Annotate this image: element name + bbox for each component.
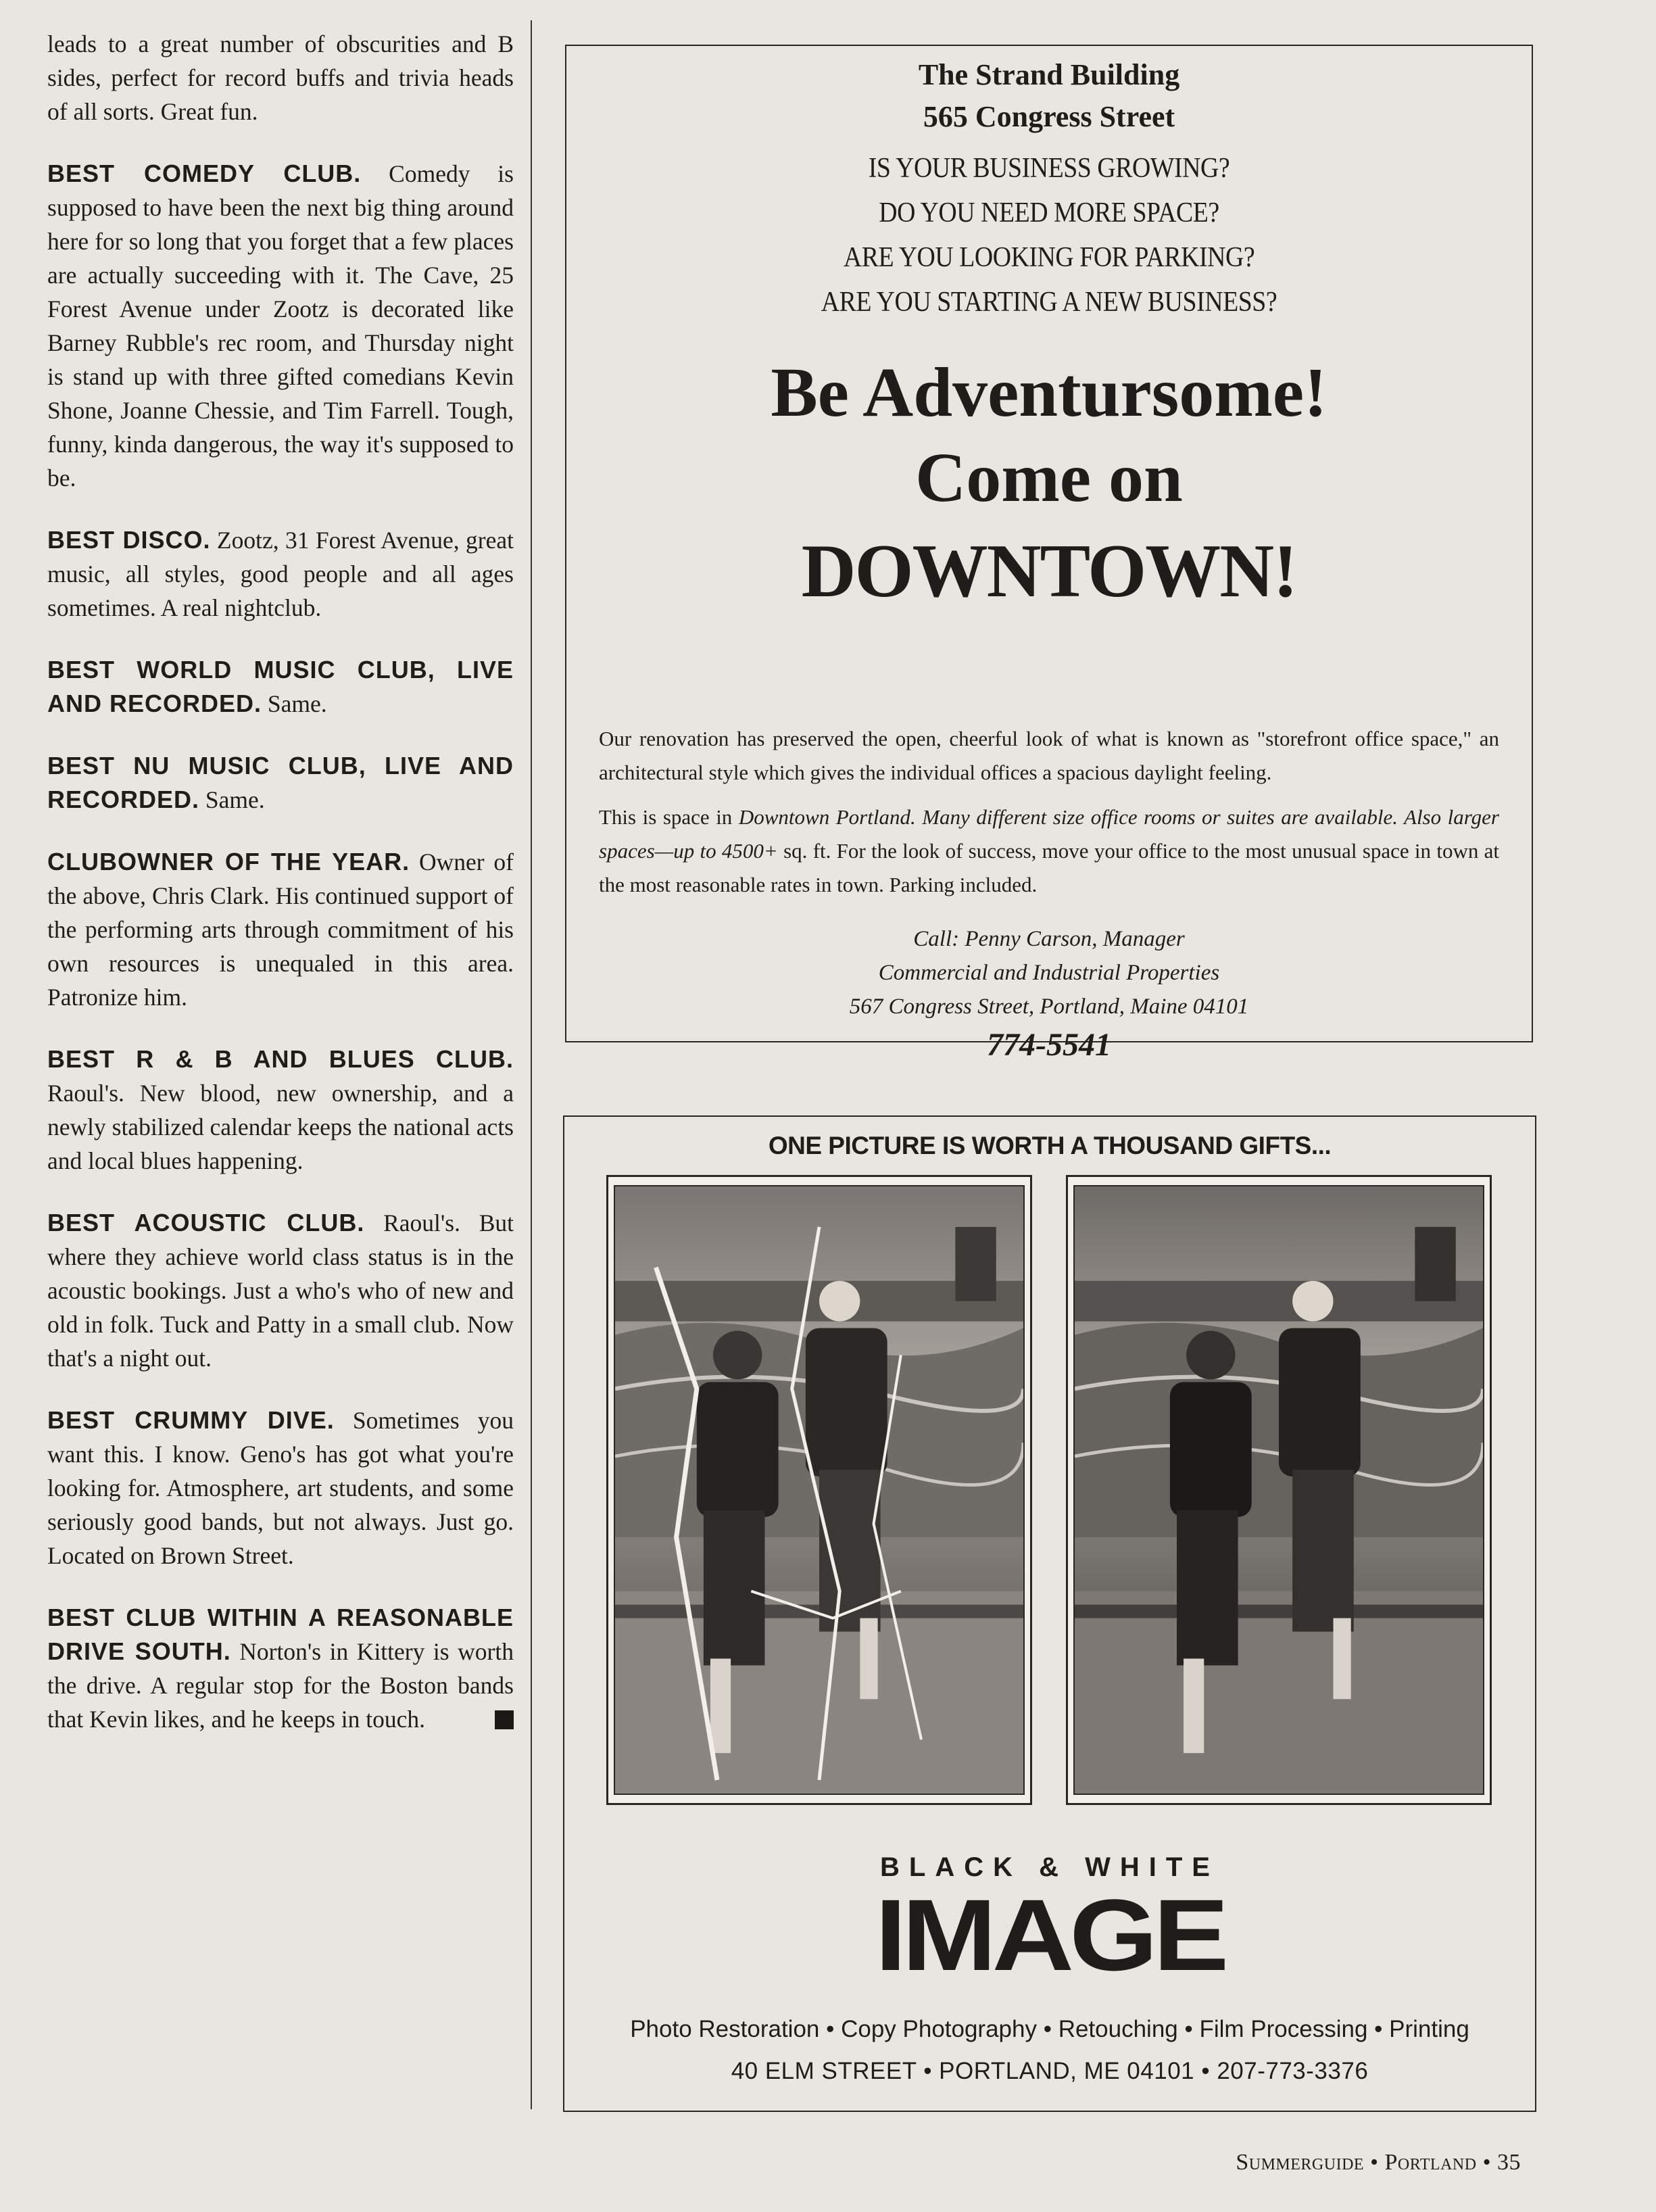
entry-heading: BEST R & B AND BLUES CLUB. [47,1045,514,1073]
ad-headline-2: Come on [915,439,1183,516]
entry-heading: BEST COMEDY CLUB. [47,160,362,187]
entry-nu-music-club [47,749,514,817]
entry-clubowner [47,845,514,1014]
page-footer: Summerguide • Portland • 35 [1236,2150,1521,2175]
ad-paragraph-1: Our renovation has preserved the open, cheerful look of what is known as "storefront office space," an architectural style which gives the individual offices a spacious daylight feeling. [599,727,1499,784]
contact-line: Call: Penny Carson, Manager [913,927,1185,951]
entry-rb-blues-club [47,1042,514,1178]
entry-heading: BEST CLUB WITHIN A REASONABLE DRIVE SOUTH. [47,1604,514,1665]
ad-paragraph-2 [599,800,1499,902]
ad-body [599,722,1499,913]
question: DO YOU NEED MORE SPACE? [879,197,1219,229]
contact-line: 567 Congress Street, Portland, Maine 04101 [849,994,1249,1019]
ad-headline-1: Be Adventursome! [771,354,1328,431]
contact-phone: 774-5541 [987,1027,1111,1063]
ad-contact [566,922,1532,1067]
ad-paragraph-2-part: sq. ft. For the look of success, move your office to the most unusual space in town at the most reasonable rates in town. Parking included. [599,839,1499,896]
entry-text: Zootz, 31 Forest Avenue, great music, all styles, good people and all ages sometimes. A real nightclub. [47,527,514,621]
column-divider [531,20,532,2109]
damaged-photo [606,1175,1032,1805]
entry-text: Owner of the above, Chris Clark. His continued support of the performing arts through commitment of his own resources is unequaled in this area. Patronize him. [47,848,514,1011]
entry-text: Raoul's. But where they achieve world class status is in the acoustic bookings. Just a who's who of new and old in folk. Tuck and Patty in a small club. Now that's a night out. [47,1209,514,1372]
ad-address: 40 ELM STREET • PORTLAND, ME 04101 • 207-773-3376 [731,2058,1369,2084]
ad-tagline: ONE PICTURE IS WORTH A THOUSAND GIFTS... [768,1132,1332,1159]
article-column [47,27,514,1764]
entry-crummy-dive [47,1403,514,1572]
entry-heading: BEST CRUMMY DIVE. [47,1406,335,1434]
ad-services: Photo Restoration • Copy Photography • Retouching • Film Processing • Printing [630,2016,1469,2042]
question: ARE YOU LOOKING FOR PARKING? [843,242,1255,273]
entry-world-music-club [47,653,514,721]
entry-heading: BEST ACOUSTIC CLUB. [47,1209,365,1236]
brand-logo: IMAGE [875,1878,1225,1992]
restored-photo-image [1075,1186,1483,1794]
entry-acoustic-club [47,1206,514,1375]
strand-building-ad [565,45,1533,1063]
end-mark-icon [495,1710,514,1729]
entry-disco [47,523,514,625]
entry-heading: BEST WORLD MUSIC CLUB, LIVE AND RECORDED. [47,656,514,717]
contact-line: Commercial and Industrial Properties [878,961,1220,985]
entry-heading: CLUBOWNER OF THE YEAR. [47,848,410,875]
building-street: 565 Congress Street [923,100,1175,133]
ad-questions [566,146,1532,324]
entry-text: Norton's in Kittery is worth the drive. A regular stop for the Boston bands that Kevin likes, and he keeps in touch. [47,1638,514,1733]
ad-headline-3: DOWNTOWN! [801,529,1297,613]
entry-comedy-club [47,157,514,495]
entry-text: Same. [199,786,265,813]
entry-drive-south [47,1601,514,1736]
entry-text: Comedy is supposed to have been the next big thing around here for so long that you forget that a few places are actually succeeding with it. The Cave, 25 Forest Avenue under Zootz is decorated like Barney Rubble's rec room, and Thursday night is stand up with three gifted comedians Kevin Shone, Joanne Chessie, and Tim Farrell. Tough, funny, kinda dangerous, the way it's supposed to be. [47,160,514,491]
ad-paragraph-2-italic: Downtown Portland. Many different size office rooms or suites are available. Also larger spaces—up to 4500+ [599,805,1499,863]
restored-photo [1066,1175,1492,1805]
article-intro: leads to a great number of obscurities and B sides, perfect for record buffs and trivia heads of all sorts. Great fun. [47,30,514,125]
entry-heading: BEST NU MUSIC CLUB, LIVE AND RECORDED. [47,752,514,813]
question: ARE YOU STARTING A NEW BUSINESS? [821,287,1277,318]
black-white-image-ad [563,1115,1536,2112]
building-name: The Strand Building [918,58,1180,91]
entry-heading: BEST DISCO. [47,526,211,554]
damaged-photo-image [615,1186,1023,1794]
entry-text: Same. [262,690,327,717]
entry-text: Sometimes you want this. I know. Geno's has got what you're looking for. Atmosphere, art students, and some seriously good bands, but not always. Just go. Located on Brown Street. [47,1407,514,1569]
question: IS YOUR BUSINESS GROWING? [868,153,1230,184]
ad-paragraph-2-part: This is space in [599,805,739,829]
entry-text: Raoul's. New blood, new ownership, and a newly stabilized calendar keeps the national acts and local blues happening. [47,1080,514,1174]
ad-building-name [566,54,1532,138]
brand-label: BLACK & WHITE [880,1852,1219,1882]
